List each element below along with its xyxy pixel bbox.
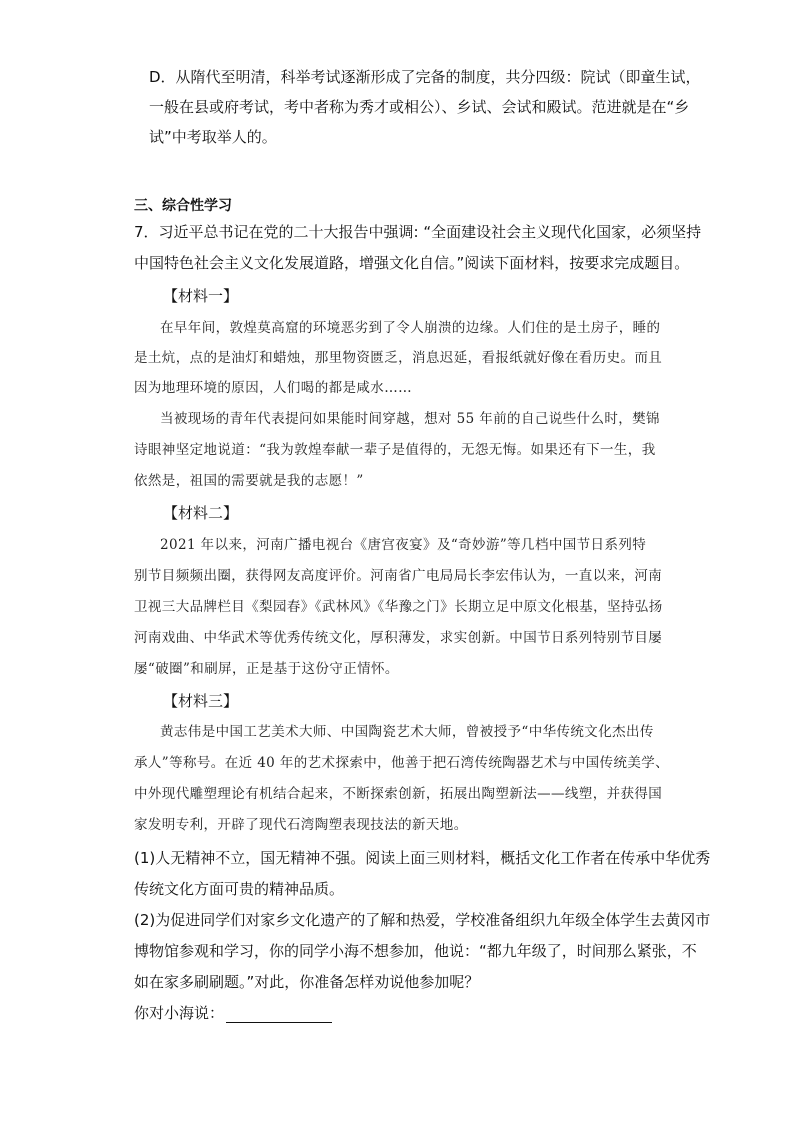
section-heading: 三、综合性学习 (134, 198, 232, 214)
answer-prompt: 你对小海说： (134, 1004, 225, 1022)
material-2-line: 2021 年以来，河南广播电视台《唐宫夜宴》及“奇妙游”等几档中国节日系列特 (160, 537, 647, 553)
option-d-line-2: 一般在县或府考试，考中者称为秀才或相公）、乡试、会试和殿试。范进就是在“乡 (149, 98, 690, 116)
sub-question-2-line-3: 如在家多刷刷题。”对此，你准备怎样劝说他参加呢？ (134, 973, 480, 991)
material-1-line: 在早年间，敦煌莫高窟的环境恶劣到了令人崩溃的边缘。人们住的是土房子，睡的 (160, 320, 661, 336)
material-2-line: 屡“破圈”和刷屏，正是基于这份守正情怀。 (134, 661, 399, 677)
sub-question-2-line-1: (2)为促进同学们对家乡文化遗产的了解和热爱，学校准备组织九年级全体学生去黄冈市 (134, 911, 711, 929)
question-7-line-2: 中国特色社会主义文化发展道路，增强文化自信。”阅读下面材料，按要求完成题目。 (134, 254, 690, 272)
material-3-line: 中外现代雕塑理论有机结合起来，不断探索创新，拓展出陶塑新法——线塑，并获得国 (134, 786, 663, 802)
material-2-label: 【材料二】 (163, 504, 239, 522)
material-1-line: 诗眼神坚定地说道：“我为敦煌奉献一辈子是值得的，无怨无悔。如果还有下一生，我 (134, 442, 656, 458)
material-1-line: 当被现场的青年代表提问如果能时间穿越，想对 55 年前的自己说些什么时，樊锦 (160, 411, 660, 427)
option-d-line-1: D．从隋代至明清，科举考试逐渐形成了完备的制度，共分四级：院试（即童生试， (149, 68, 701, 86)
material-1-line: 依然是，祖国的需要就是我的志愿！” (134, 473, 364, 489)
material-3-line: 承人”等称号。在近 40 年的艺术探索中，他善于把石湾传统陶器艺术与中国传统美学、 (134, 755, 670, 771)
sub-question-1-line-1: (1)人无精神不立，国无精神不强。阅读上面三则材料，概括文化工作者在传承中华优秀 (134, 849, 711, 867)
material-2-line: 别节目频频出圈，获得网友高度评价。河南省广电局局长李宏伟认为，一直以来，河南 (134, 568, 663, 584)
material-1-line: 是土炕，点的是油灯和蜡烛，那里物资匮乏，消息迟延，看报纸就好像在看历史。而且 (134, 350, 663, 366)
option-d-line-3: 试”中考取举人的。 (149, 128, 277, 146)
material-3-line: 家发明专利，开辟了现代石湾陶塑表现技法的新天地。 (134, 817, 468, 833)
sub-question-1-line-2: 传统文化方面可贵的精神品质。 (134, 880, 345, 898)
material-2-line: 河南戏曲、中华武术等优秀传统文化，厚积薄发，求实创新。中国节日系列特别节目屡 (134, 630, 663, 646)
sub-question-2-line-2: 博物馆参观和学习，你的同学小海不想参加，他说：“都九年级了，时间那么紧张，不 (134, 942, 697, 960)
material-2-line: 卫视三大品牌栏目《梨园春》《武林风》《华豫之门》长期立足中原文化根基，坚持弘扬 (134, 599, 663, 615)
question-7-line-1: 7．习近平总书记在党的二十大报告中强调: “全面建设社会主义现代化国家，必须坚持 (134, 223, 702, 241)
answer-row (134, 1003, 332, 1023)
material-3-line: 黄志伟是中国工艺美术大师、中国陶瓷艺术大师，曾被授予“中华传统文化杰出传 (160, 724, 654, 740)
material-1-line: 因为地理环境的原因，人们喝的都是咸水…… (134, 380, 412, 396)
material-1-label: 【材料一】 (163, 287, 239, 305)
material-3-label: 【材料三】 (163, 692, 239, 710)
answer-blank[interactable] (226, 1006, 332, 1023)
